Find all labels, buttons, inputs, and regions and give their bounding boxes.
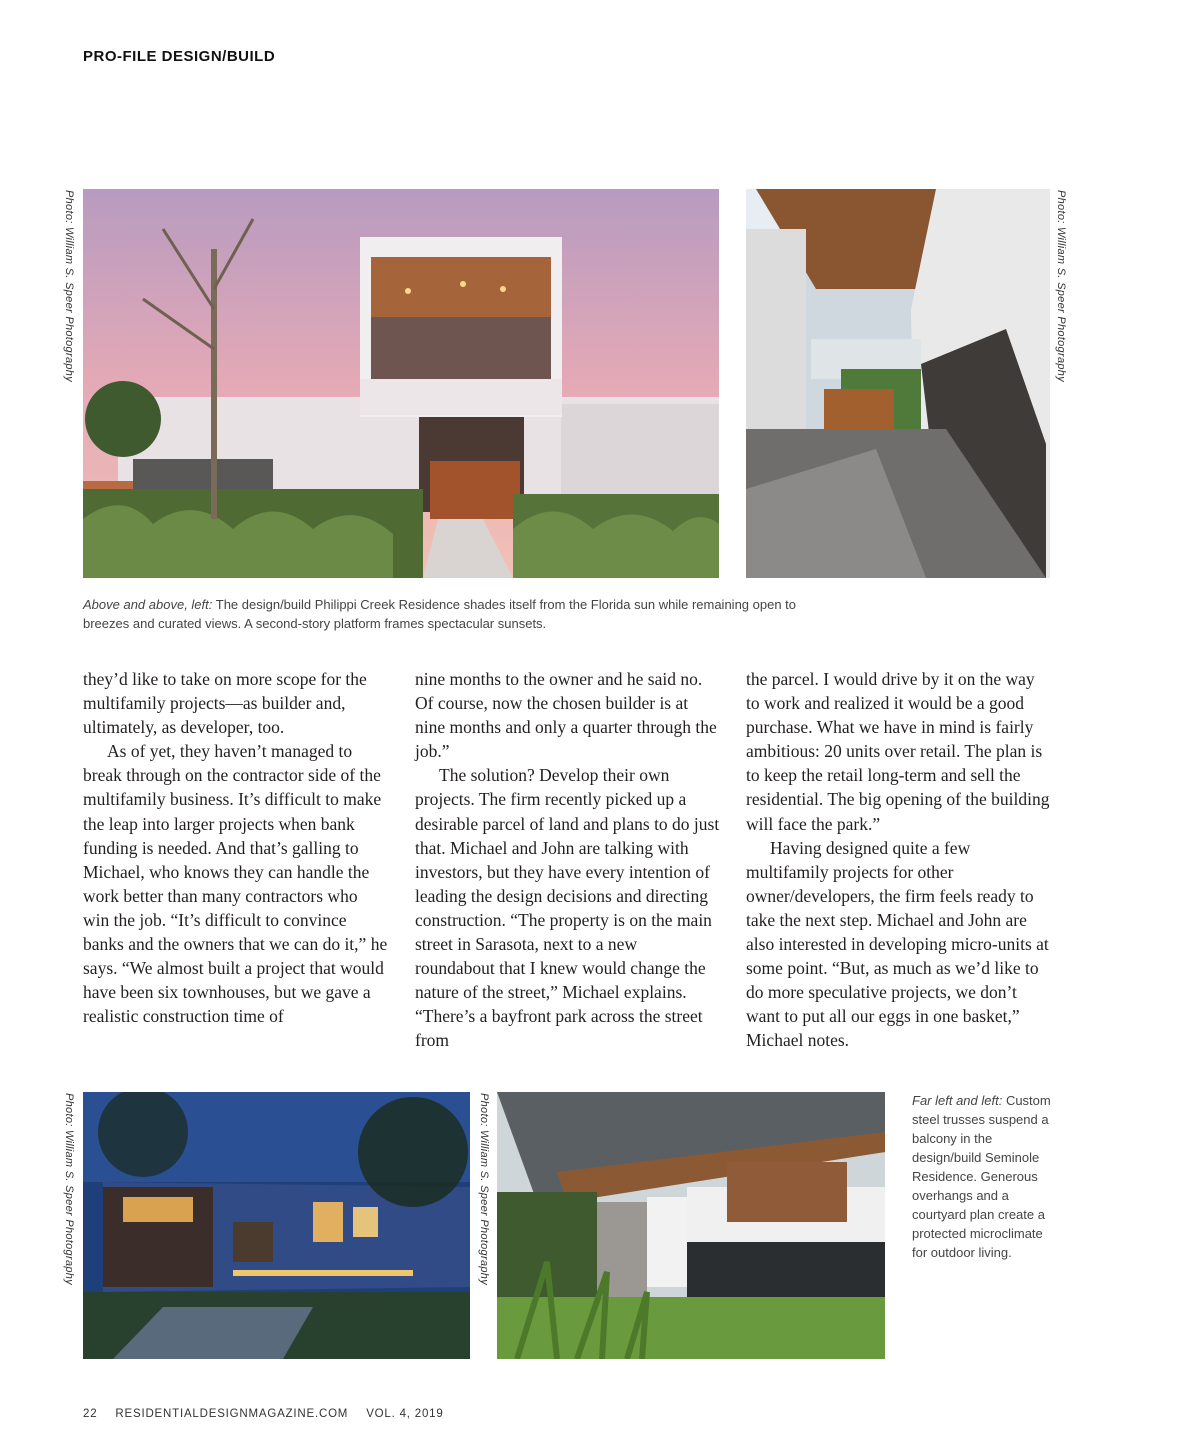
col2-paragraph-1: nine months to the owner and he said no. Of course, now the chosen builder is at nine months and only a quarter through the job.” <box>415 669 717 762</box>
section-label: PRO-FILE DESIGN/BUILD <box>83 48 276 65</box>
article-column-2 <box>415 667 720 1053</box>
article-column-1 <box>83 667 388 1028</box>
footer-issue: VOL. 4, 2019 <box>366 1408 444 1420</box>
col3-paragraph-1: the parcel. I would drive by it on the way to work and realized it would be a good purchase. What we have in mind is fairly ambitious: 20 units over retail. The plan is to keep the retail long-term and sell the residential. The big opening of the building will face the park.” <box>746 669 1050 834</box>
seminole-residence-night-photo <box>83 1092 470 1359</box>
photo-credit-2: Photo: William S. Speer Photography <box>1055 190 1067 382</box>
footer-site[interactable]: RESIDENTIALDESIGNMAGAZINE.COM <box>115 1408 349 1420</box>
col1-paragraph-2: As of yet, they haven’t managed to break through on the contractor side of the multifamily business. It’s difficult to make the leap into larger projects when bank funding is needed. And that’s galling to Michael, who knows they can handle the work better than many contractors who win the job. “It’s difficult to convince banks and the owners that we can do it,” he says. “We almost built a project that would have been six townhouses, but we gave a realistic construction time of <box>83 741 388 1027</box>
page-number: 22 <box>83 1408 98 1420</box>
col2-paragraph-2: The solution? Develop their own projects. The firm recently picked up a desirable parcel of land and plans to do just that. Michael and John are talking with investors, but they have every intention of leading the design decisions and directing construction. “The property is on the main street in Sarasota, next to a new roundabout that I knew would change the nature of the street,” Michael explains. “There’s a bayfront park across the street from <box>415 765 720 1051</box>
philippi-creek-residence-photo <box>83 189 719 578</box>
article-column-3 <box>746 667 1051 1053</box>
caption-side-lead: Far left and left: <box>912 1093 1003 1108</box>
courtyard-balcony-photo <box>497 1092 885 1359</box>
caption-top-lead: Above and above, left: <box>83 597 213 612</box>
photo-credit-4: Photo: William S. Speer Photography <box>478 1093 490 1285</box>
caption-top <box>83 595 843 633</box>
photo-credit-3: Photo: William S. Speer Photography <box>63 1093 75 1285</box>
breezeway-stair-photo <box>746 189 1050 578</box>
col3-paragraph-2: Having designed quite a few multifamily projects for other owner/developers, the firm feels ready to take the next step. Michael and John are also interested in developing micro-units at some point. “But, as much as we’d like to do more speculative projects, we don’t want to put all our eggs in one basket,” Michael notes. <box>746 837 1049 1051</box>
page-footer <box>83 1408 458 1420</box>
caption-side-text: Custom steel trusses suspend a balcony in the design/build Seminole Residence. Generous overhangs and a courtyard plan create a protected microclimate for outdoor living. <box>912 1093 1051 1260</box>
col1-paragraph-1: they’d like to take on more scope for the multifamily projects—as builder and, ultimately, as developer, too. <box>83 669 367 738</box>
photo-credit-1: Photo: William S. Speer Photography <box>63 190 75 382</box>
caption-side <box>912 1091 1052 1262</box>
caption-top-text: The design/build Philippi Creek Residence shades itself from the Florida sun while remaining open to breezes and curated views. A second-story platform frames spectacular sunsets. <box>83 597 797 631</box>
